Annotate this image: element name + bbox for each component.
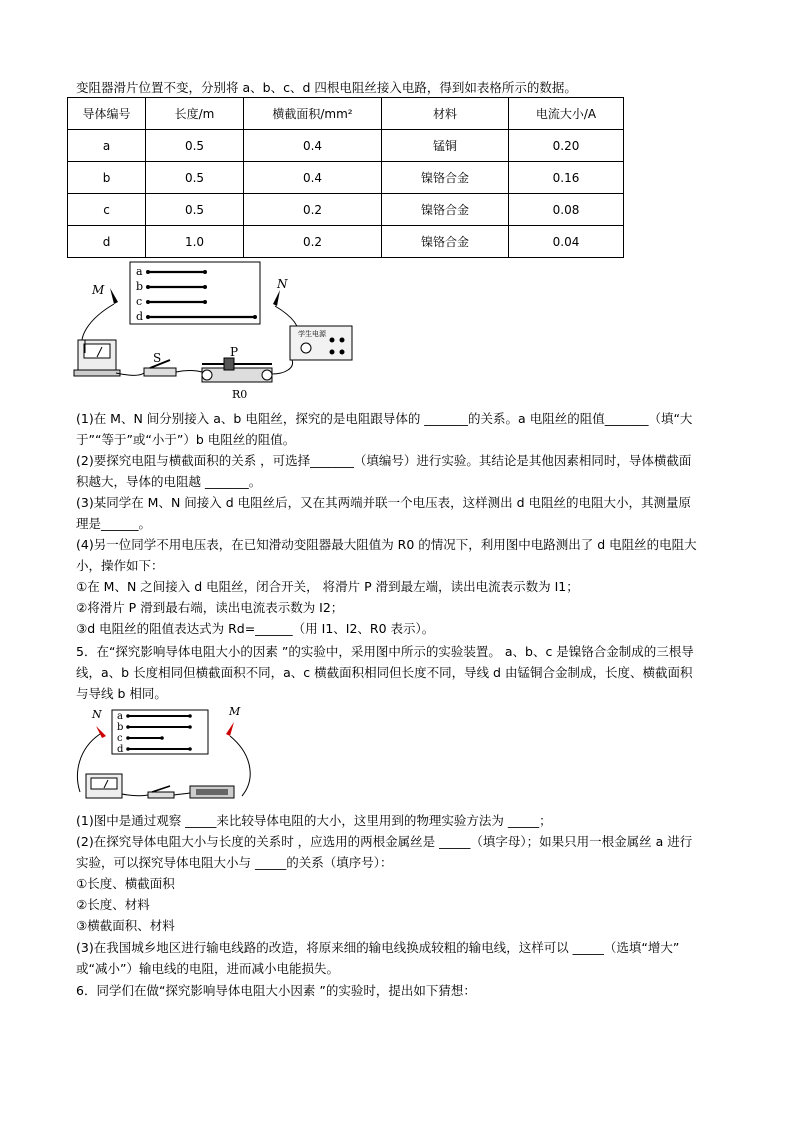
table-cell: 镍铬合金 (382, 226, 509, 258)
table-cell: b (68, 162, 146, 194)
q4-part3-line2: 理是______。 (76, 516, 152, 531)
table-cell: d (68, 226, 146, 258)
q5-part2-line2: 实验，可以探究导体电阻大小与 _____的关系（填序号）： (76, 855, 393, 870)
data-table (67, 97, 624, 258)
q4-step1: ①在 M、N 之间接入 d 电阻丝，闭合开关， 将滑片 P 滑到最左端，读出电流表示数为 I1； (76, 579, 579, 594)
q5-part2-line1: (2)在探究导体电阻大小与长度的关系时 ，应选用的两根金属丝是 _____（填字母）；如果只用一根金属丝 a 进行 (76, 834, 693, 849)
q5-option2: ②长度、材料 (76, 897, 150, 912)
wire-label: c (117, 733, 123, 744)
q4-step3: ③d 电阻丝的阻值表达式为 Rd=______（用 I1、I2、R0 表示）。 (76, 621, 435, 636)
table-cell: 0.20 (509, 130, 624, 162)
q5-stem-line1: 5．在“探究影响导体电阻大小的因素 ”的实验中，采用图中所示的实验装置。 a、b、c 是镍铬合金制成的三根导 (76, 644, 694, 659)
table-row (68, 194, 624, 226)
q4-part1-line2: 于”“等于”或“小于”）b 电阻丝的阻值。 (76, 432, 296, 447)
wire-label: c (136, 295, 143, 308)
table-cell: 0.08 (509, 194, 624, 226)
table-cell: 镍铬合金 (382, 162, 509, 194)
q6-stem: 6．同学们在做“探究影响导体电阻大小因素 ”的实验时，提出如下猜想： (76, 983, 476, 998)
wire-label: a (117, 711, 123, 722)
q4-part3-line1: (3)某同学在 M、N 间接入 d 电阻丝后，又在其两端并联一个电压表，这样测出 d 电阻丝的电阻大小，其测量原 (76, 495, 692, 510)
wire-label: d (117, 744, 124, 755)
switch-icon (148, 786, 174, 798)
table-cell: a (68, 130, 146, 162)
q4-part2-line2: 积越大，导体的电阻越 _______。 (76, 474, 262, 489)
table-header: 长度/m (146, 98, 244, 130)
terminal-m-label: M (92, 283, 105, 297)
slider-p-label: P (230, 345, 239, 359)
table-cell: 0.4 (244, 130, 382, 162)
rheostat-label: R0 (232, 388, 248, 401)
table-cell: 0.5 (146, 162, 244, 194)
q5-option3: ③横截面积、材料 (76, 918, 175, 933)
table-header: 材料 (382, 98, 509, 130)
switch-label: S (153, 351, 162, 365)
table-row (68, 130, 624, 162)
table-cell: 0.04 (509, 226, 624, 258)
table-row (68, 162, 624, 194)
power-supply-label: 学生电源 (298, 330, 326, 338)
wire-label: a (136, 265, 143, 278)
table-cell: 镍铬合金 (382, 194, 509, 226)
circuit-figure-1 (70, 258, 370, 408)
q5-option1: ①长度、横截面积 (76, 876, 175, 891)
clip-m-icon (110, 288, 118, 304)
wire-label: d (136, 310, 144, 323)
table-header-row (68, 98, 624, 130)
table-header: 导体编号 (68, 98, 146, 130)
table-header: 电流大小/A (509, 98, 624, 130)
table-header: 横截面积/mm² (244, 98, 382, 130)
table-cell: 0.5 (146, 194, 244, 226)
table-cell: c (68, 194, 146, 226)
rheostat-icon (202, 358, 272, 382)
q5-part3-line1: (3)在我国城乡地区进行输电线路的改造，将原来细的输电线换成较粗的输电线，这样可以 _____（选填“增大” (76, 940, 680, 955)
q5-part1: (1)图中是通过观察 _____来比较导体电阻的大小，这里用到的物理实验方法为 _____； (76, 813, 552, 828)
ammeter-icon (74, 340, 120, 376)
q4-part4-line2: 小，操作如下： (76, 558, 164, 573)
terminal-m-label: M (229, 705, 241, 718)
wire-label: b (136, 280, 144, 293)
table-cell: 0.16 (509, 162, 624, 194)
q4-part2-line1: (2)要探究电阻与横截面积的关系 ，可选择_______（填编号）进行实验。其结论是其他因素相同时，导体横截面 (76, 453, 692, 468)
table-row (68, 226, 624, 258)
q4-part4-line1: (4)另一位同学不用电压表，在已知滑动变阻器最大阻值为 R0 的情况下，利用图中电路测出了 d 电阻丝的电阻大 (76, 537, 697, 552)
ammeter-icon (86, 774, 122, 798)
circuit-figure-2 (72, 704, 272, 808)
clip-n-icon (273, 290, 280, 306)
terminal-n-label: N (277, 277, 288, 291)
table-cell: 0.4 (244, 162, 382, 194)
q5-stem-line2: 线，a、b 长度相同但横截面积不同，a、c 横截面积相同但长度不同，导线 d 由锰铜合金制成，长度、横截面积 (76, 665, 693, 680)
table-cell: 0.5 (146, 130, 244, 162)
q5-stem-line3: 与导线 b 相同。 (76, 686, 167, 701)
battery-icon (190, 786, 234, 798)
table-cell: 1.0 (146, 226, 244, 258)
q4-step2: ②将滑片 P 滑到最右端，读出电流表示数为 I2； (76, 600, 344, 615)
table-cell: 0.2 (244, 194, 382, 226)
q4-part1-line1: (1)在 M、N 间分别接入 a、b 电阻丝，探究的是电阻跟导体的 _______的关系。a 电阻丝的阻值_______（填“大 (76, 411, 693, 426)
table-cell: 0.2 (244, 226, 382, 258)
clip-m-icon (226, 722, 234, 736)
q5-part3-line2: 或“减小”）输电线的电阻，进而减小电能损失。 (76, 961, 339, 976)
table-cell: 锰铜 (382, 130, 509, 162)
wire-label: b (117, 722, 124, 733)
terminal-n-label: N (92, 708, 102, 721)
intro-text: 变阻器滑片位置不变，分别将 a、b、c、d 四根电阻丝接入电路，得到如表格所示的数据。 (76, 80, 577, 95)
